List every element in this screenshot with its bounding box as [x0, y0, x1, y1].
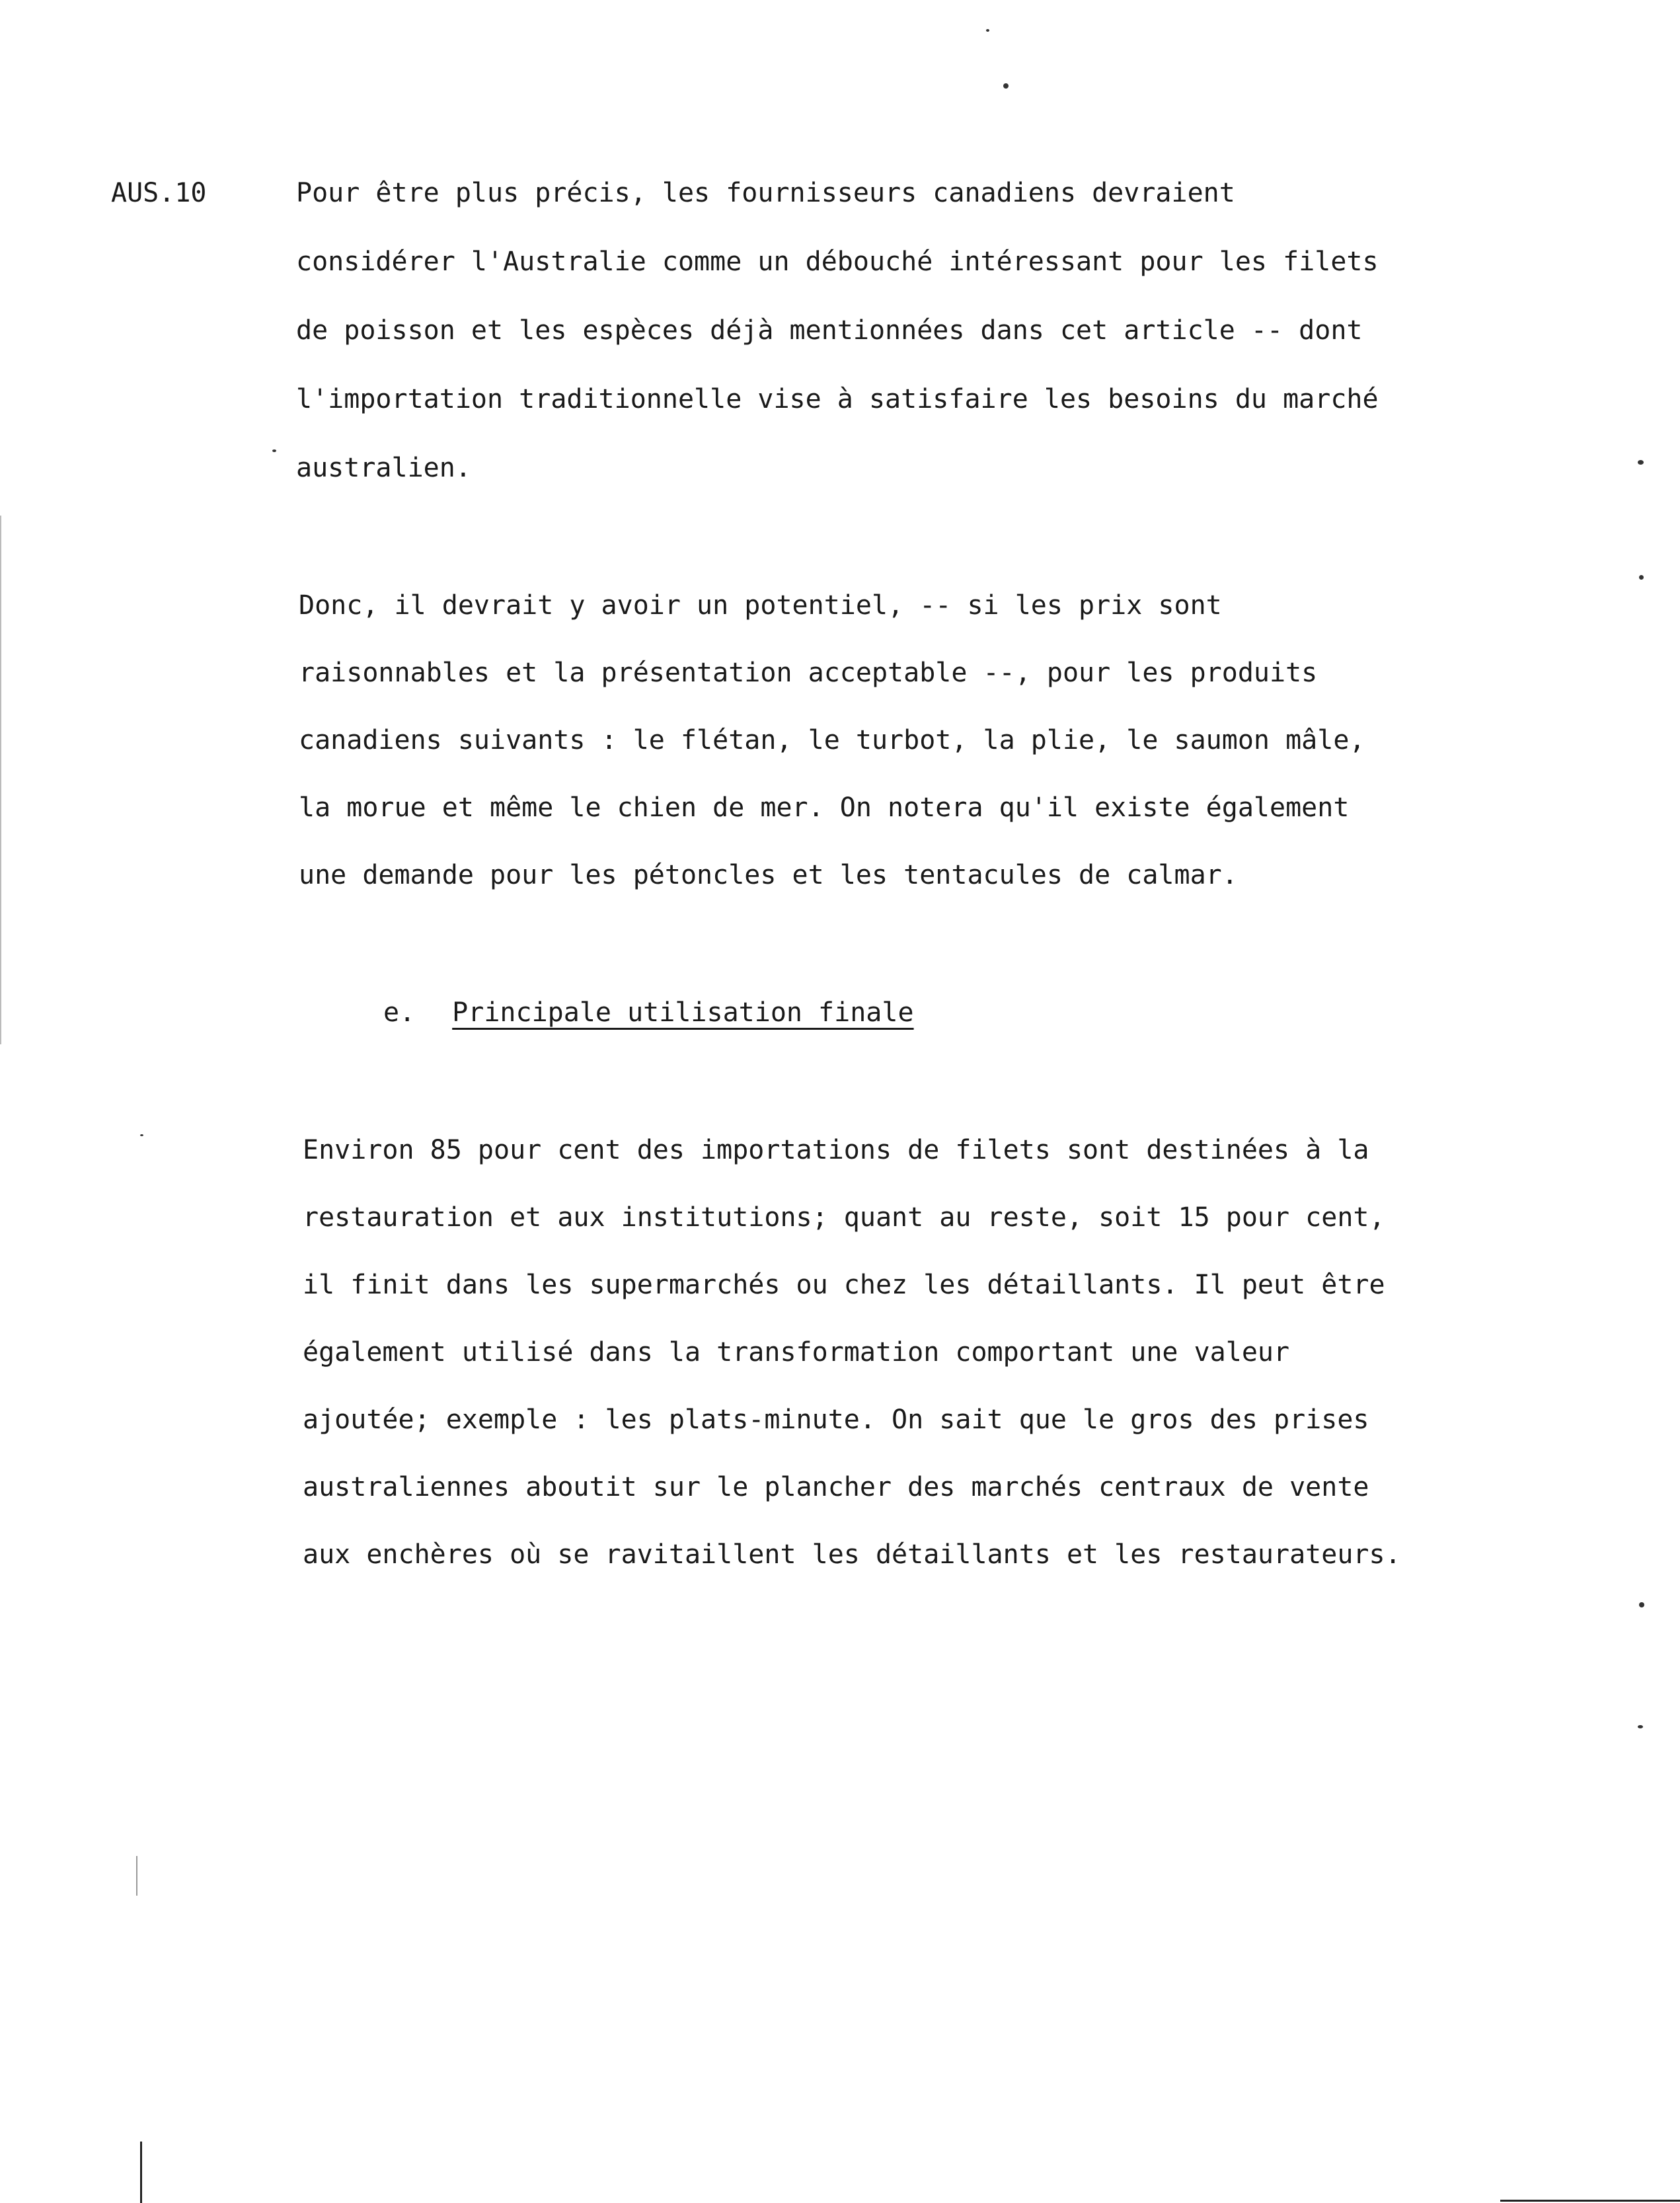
scan-speck — [1638, 460, 1644, 465]
scan-edge-mark — [136, 1856, 137, 1896]
scan-speck — [986, 29, 989, 32]
scan-edge-mark — [0, 516, 1, 1044]
heading-title: Principale utilisation finale — [452, 997, 914, 1028]
scan-speck — [1639, 1602, 1644, 1607]
paragraph-line: l'importation traditionnelle vise à satisfaire les besoins du marché — [296, 384, 1379, 414]
paragraph-line: Donc, il devrait y avoir un potentiel, -- si les prix sont — [299, 590, 1222, 621]
paragraph-line: de poisson et les espèces déjà mentionnées dans cet article -- dont — [296, 315, 1363, 346]
paragraph-line: australiennes aboutit sur le plancher des marchés centraux de vente — [303, 1472, 1369, 1502]
paragraph-line: il finit dans les supermarchés ou chez les détaillants. Il peut être — [303, 1270, 1385, 1300]
scan-edge-mark — [140, 2142, 142, 2203]
scan-edge-mark — [1500, 2200, 1680, 2202]
section-heading — [383, 999, 914, 1026]
paragraph-line: ajoutée; exemple : les plats-minute. On sait que le gros des prises — [303, 1405, 1369, 1435]
paragraph-line: raisonnables et la présentation acceptable --, pour les produits — [299, 658, 1318, 688]
paragraph-line: canadiens suivants : le flétan, le turbot, la plie, le saumon mâle, — [299, 725, 1365, 755]
paragraph-line: Environ 85 pour cent des importations de filets sont destinées à la — [303, 1135, 1369, 1165]
section-id: AUS.10 — [111, 178, 207, 208]
paragraph-line: australien. — [296, 453, 471, 483]
scan-speck — [140, 1134, 143, 1136]
paragraph-line: restauration et aux institutions; quant au reste, soit 15 pour cent, — [303, 1202, 1385, 1233]
paragraph-line: Pour être plus précis, les fournisseurs canadiens devraient — [296, 178, 1235, 208]
scan-speck — [272, 449, 276, 452]
paragraph-line: également utilisé dans la transformation comportant une valeur — [303, 1337, 1290, 1368]
scan-speck — [1639, 575, 1644, 580]
paragraph-line: la morue et même le chien de mer. On notera qu'il existe également — [299, 792, 1350, 823]
paragraph-line: considérer l'Australie comme un débouché intéressant pour les filets — [296, 247, 1379, 277]
heading-letter: e. — [383, 997, 416, 1028]
paragraph-line: aux enchères où se ravitaillent les détaillants et les restaurateurs. — [303, 1539, 1401, 1570]
paragraph-line: une demande pour les pétoncles et les tentacules de calmar. — [299, 860, 1238, 890]
scan-speck — [1003, 83, 1009, 89]
scan-speck — [1638, 1725, 1643, 1728]
